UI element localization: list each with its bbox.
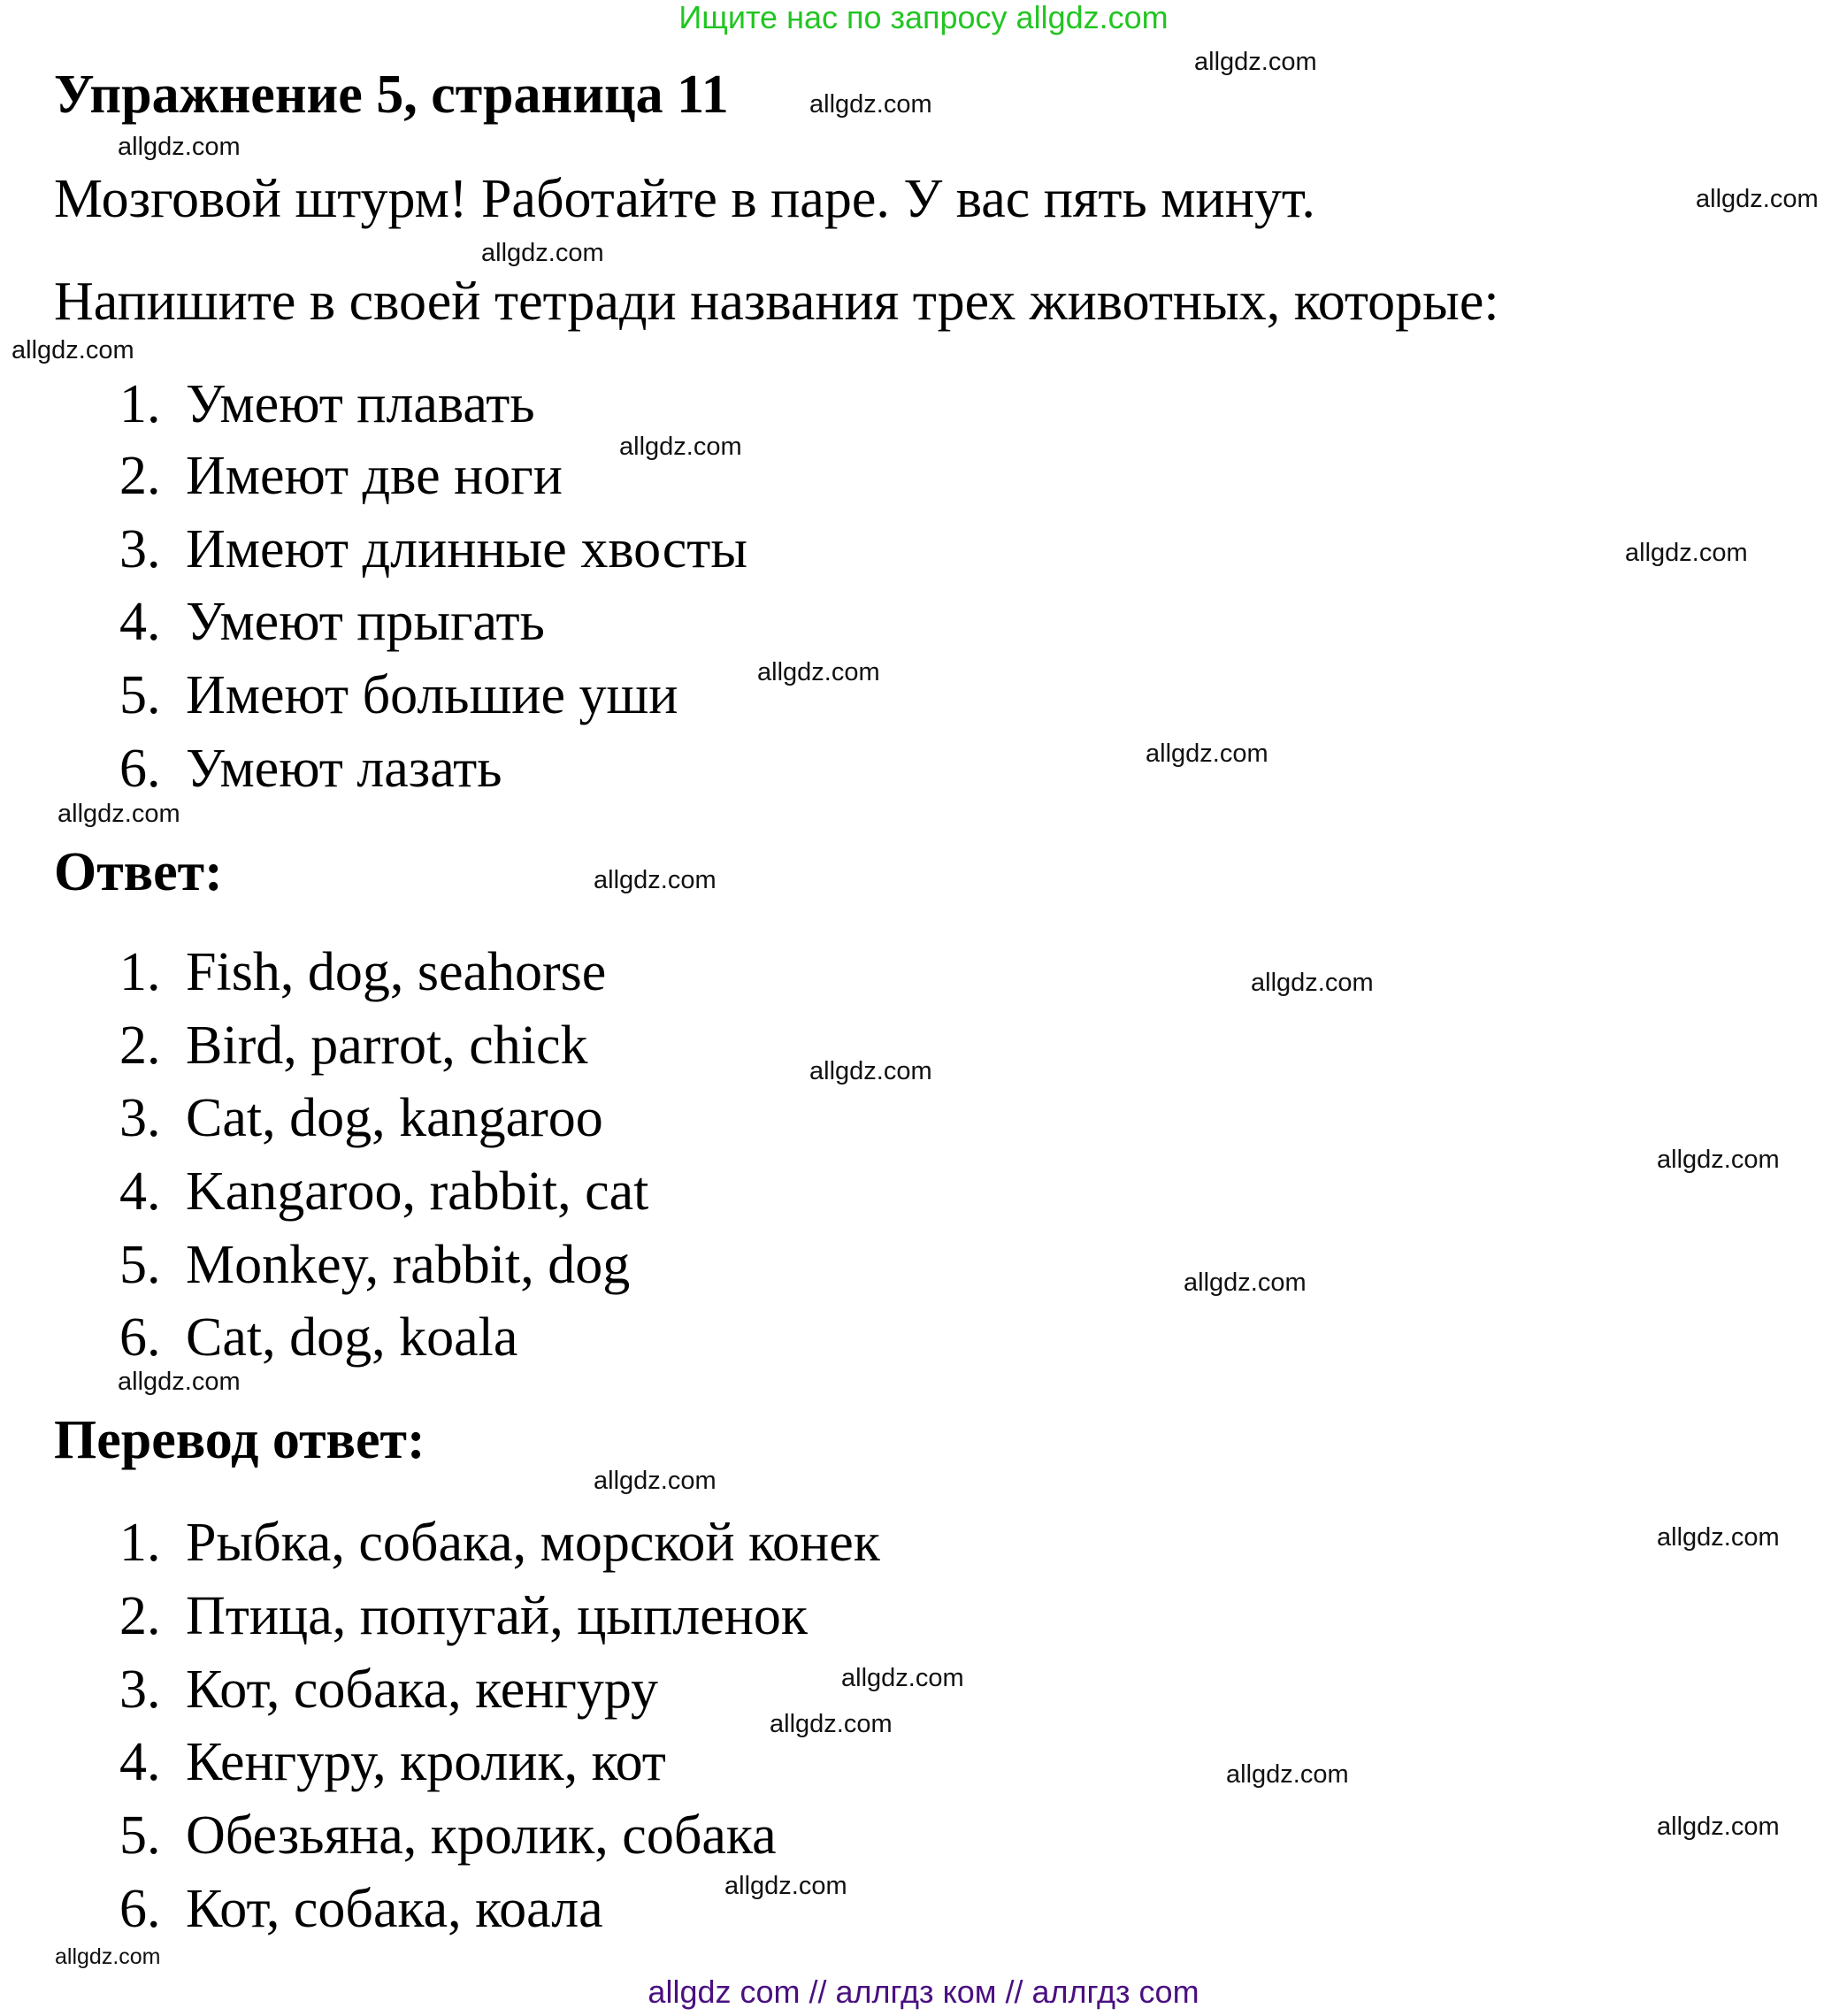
list-item: Кенгуру, кролик, кот bbox=[186, 1732, 666, 1792]
watermark: allgdz.com bbox=[1657, 1146, 1780, 1174]
intro-text: Мозговой штурм! Работайте в паре. У вас пять минут. bbox=[54, 169, 1315, 229]
list-number: 2. bbox=[119, 446, 161, 506]
list-item: Cat, dog, kangaroo bbox=[186, 1088, 603, 1148]
watermark: allgdz.com bbox=[809, 1057, 932, 1085]
page-title: Упражнение 5, страница 11 bbox=[54, 65, 729, 125]
list-item: Имеют длинные хвосты bbox=[186, 519, 747, 579]
watermark: allgdz.com bbox=[1184, 1269, 1307, 1297]
list-item: Кот, собака, кенгуру bbox=[186, 1660, 659, 1720]
watermark: allgdz.com bbox=[1194, 48, 1317, 76]
answer-heading: Ответ: bbox=[54, 842, 223, 902]
footer-links[interactable]: allgdz com // аллгдз ком // аллгдз com bbox=[648, 1974, 1199, 2010]
list-number: 4. bbox=[119, 1732, 161, 1792]
list-number: 5. bbox=[119, 1805, 161, 1866]
list-item: Имеют большие уши bbox=[186, 665, 678, 725]
list-number: 2. bbox=[119, 1016, 161, 1076]
list-number: 4. bbox=[119, 592, 161, 652]
list-item: Bird, parrot, chick bbox=[186, 1016, 588, 1076]
list-item: Птица, попугай, цыпленок bbox=[186, 1586, 809, 1646]
top-banner: Ищите нас по запросу allgdz.com bbox=[678, 0, 1169, 35]
watermark: allgdz.com bbox=[55, 1944, 161, 1969]
list-number: 1. bbox=[119, 374, 161, 434]
watermark: allgdz.com bbox=[11, 336, 134, 364]
watermark: allgdz.com bbox=[1696, 185, 1819, 213]
watermark: allgdz.com bbox=[1657, 1813, 1780, 1841]
list-item: Обезьяна, кролик, собака bbox=[186, 1805, 777, 1866]
watermark: allgdz.com bbox=[481, 239, 604, 267]
watermark: allgdz.com bbox=[757, 658, 880, 686]
list-item: Kangaroo, rabbit, cat bbox=[186, 1161, 649, 1222]
list-number: 6. bbox=[119, 1307, 161, 1368]
list-item: Рыбка, собака, морской конек bbox=[186, 1513, 880, 1573]
list-number: 2. bbox=[119, 1586, 161, 1646]
list-number: 5. bbox=[119, 665, 161, 725]
watermark: allgdz.com bbox=[1251, 969, 1374, 997]
watermark: allgdz.com bbox=[619, 433, 742, 461]
list-item: Cat, dog, koala bbox=[186, 1307, 518, 1368]
watermark: allgdz.com bbox=[1657, 1523, 1780, 1552]
list-item: Fish, dog, seahorse bbox=[186, 942, 607, 1002]
list-number: 4. bbox=[119, 1161, 161, 1222]
watermark: allgdz.com bbox=[841, 1664, 964, 1692]
watermark: allgdz.com bbox=[809, 90, 932, 119]
list-item: Monkey, rabbit, dog bbox=[186, 1235, 631, 1295]
watermark: allgdz.com bbox=[57, 800, 180, 828]
list-item: Кот, собака, коала bbox=[186, 1879, 603, 1939]
watermark: allgdz.com bbox=[1146, 740, 1268, 768]
list-item: Имеют две ноги bbox=[186, 446, 563, 506]
watermark: allgdz.com bbox=[770, 1710, 893, 1738]
list-item: Умеют прыгать bbox=[186, 592, 545, 652]
watermark: allgdz.com bbox=[724, 1872, 847, 1900]
task-text: Напишите в своей тетради названия трех животных, которые: bbox=[54, 272, 1499, 332]
watermark: allgdz.com bbox=[1625, 539, 1748, 567]
watermark: allgdz.com bbox=[1226, 1760, 1349, 1789]
watermark: allgdz.com bbox=[118, 133, 241, 161]
list-number: 3. bbox=[119, 1088, 161, 1148]
list-item: Умеют лазать bbox=[186, 739, 502, 799]
watermark: allgdz.com bbox=[594, 866, 717, 894]
list-number: 6. bbox=[119, 739, 161, 799]
watermark: allgdz.com bbox=[594, 1467, 717, 1495]
list-number: 3. bbox=[119, 1660, 161, 1720]
list-number: 1. bbox=[119, 1513, 161, 1573]
list-number: 5. bbox=[119, 1235, 161, 1295]
list-number: 6. bbox=[119, 1879, 161, 1939]
translation-heading: Перевод ответ: bbox=[54, 1410, 425, 1470]
list-item: Умеют плавать bbox=[186, 374, 535, 434]
list-number: 3. bbox=[119, 519, 161, 579]
list-number: 1. bbox=[119, 942, 161, 1002]
watermark: allgdz.com bbox=[118, 1368, 241, 1396]
